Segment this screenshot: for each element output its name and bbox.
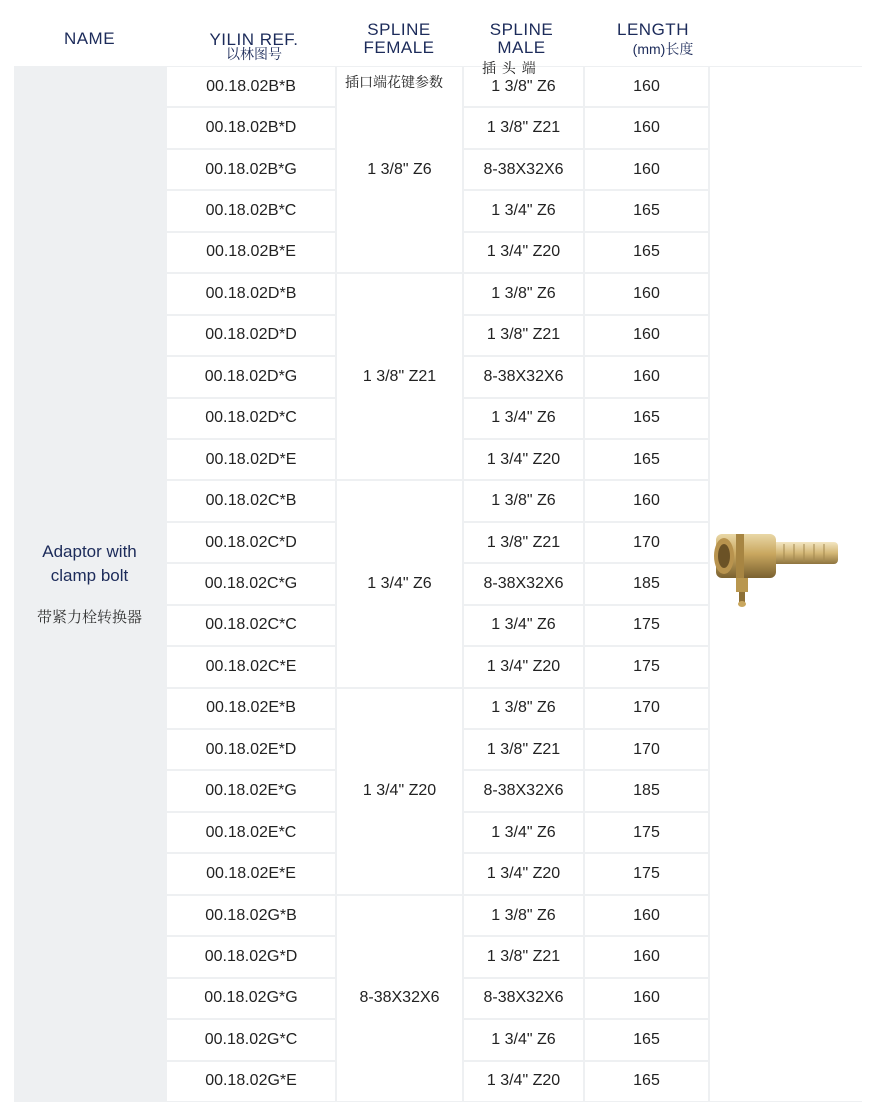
ref-cell: 00.18.02G*C [167,1020,335,1059]
length-cell: 165 [585,191,708,230]
ref-cell: 00.18.02D*C [167,399,335,438]
male-spline-cell: 1 3/4" Z6 [464,399,583,438]
male-spline-cell: 1 3/8" Z21 [464,937,583,976]
length-cell: 160 [585,316,708,355]
male-spline-cell: 1 3/4" Z6 [464,191,583,230]
header-name-label: NAME [63,29,116,48]
ref-cell: 00.18.02B*G [167,150,335,189]
male-spline-cell: 8-38X32X6 [464,979,583,1018]
ref-cell: 00.18.02D*D [167,316,335,355]
ref-cell: 00.18.02E*B [167,689,335,728]
header-ref-cn: 以林图号 [226,46,282,62]
length-cell: 170 [585,689,708,728]
male-spline-cell: 1 3/8" Z21 [464,730,583,769]
ref-cell: 00.18.02G*B [167,896,335,935]
length-cell: 175 [585,647,708,686]
male-spline-cell: 1 3/4" Z20 [464,854,583,893]
header-name [14,14,165,66]
length-cell: 175 [585,606,708,645]
length-cell: 165 [585,1062,708,1101]
ref-cell: 00.18.02B*B [167,67,335,106]
male-spline-cell: 1 3/8" Z6 [464,896,583,935]
ref-cell: 00.18.02D*B [167,274,335,313]
length-cell: 160 [585,108,708,147]
length-cell: 175 [585,854,708,893]
length-cell: 175 [585,813,708,852]
ref-cell: 00.18.02D*E [167,440,335,479]
female-spline-cell: 1 3/4" Z20 [337,689,462,894]
male-spline-cell: 1 3/4" Z6 [464,1020,583,1059]
header-female-line1: SPLINE [367,20,431,39]
ref-cell: 00.18.02C*E [167,647,335,686]
header-female [339,14,459,66]
length-cell: 160 [585,274,708,313]
length-cell: 160 [585,481,708,520]
male-spline-cell: 1 3/8" Z6 [464,481,583,520]
male-spline-cell: 1 3/8" Z21 [464,523,583,562]
male-spline-cell: 1 3/8" Z6 [464,689,583,728]
female-cn-hint: 插口端花键参数 [345,74,443,90]
length-cell: 160 [585,67,708,106]
ref-cell: 00.18.02C*G [167,564,335,603]
ref-cell: 00.18.02C*D [167,523,335,562]
adaptor-product-image [710,522,846,618]
male-spline-cell: 8-38X32X6 [464,150,583,189]
header-ref [169,14,339,66]
length-cell: 165 [585,440,708,479]
length-cell: 165 [585,399,708,438]
ref-cell: 00.18.02G*G [167,979,335,1018]
length-cell: 160 [585,357,708,396]
ref-cell: 00.18.02G*E [167,1062,335,1101]
length-cell: 165 [585,233,708,272]
ref-cell: 00.18.02C*B [167,481,335,520]
header-length-unit: (mm)长度 [632,41,694,57]
header-female-line2: FEMALE [363,38,435,57]
length-cell: 170 [585,523,708,562]
male-spline-cell: 8-38X32X6 [464,357,583,396]
product-name-cn: 带紧力栓转换器 [36,609,142,626]
header-male-line1: SPLINE [489,20,554,39]
ref-cell: 00.18.02C*C [167,606,335,645]
ref-cell: 00.18.02B*D [167,108,335,147]
female-spline-cell: 1 3/8" Z6 [337,67,462,272]
female-spline-cell: 1 3/4" Z6 [337,481,462,686]
length-cell: 160 [585,937,708,976]
length-cell: 160 [585,896,708,935]
male-spline-cell: 8-38X32X6 [464,771,583,810]
ref-cell: 00.18.02E*D [167,730,335,769]
male-cn-hint: 插 头 端 [482,60,537,76]
length-cell: 160 [585,979,708,1018]
length-cell: 165 [585,1020,708,1059]
ref-cell: 00.18.02D*G [167,357,335,396]
male-spline-cell: 1 3/4" Z20 [464,647,583,686]
male-spline-cell: 1 3/8" Z21 [464,108,583,147]
header-length [588,14,718,66]
header-ref-en: YILIN REF. [209,30,299,49]
product-name-en: Adaptor with clamp bolt [42,542,137,585]
male-spline-cell: 1 3/4" Z6 [464,606,583,645]
male-spline-cell: 1 3/8" Z6 [464,67,583,106]
female-spline-cell: 1 3/8" Z21 [337,274,462,479]
ref-cell: 00.18.02G*D [167,937,335,976]
male-spline-cell: 1 3/4" Z20 [464,1062,583,1101]
ref-cell: 00.18.02B*C [167,191,335,230]
male-spline-cell: 1 3/8" Z6 [464,274,583,313]
length-cell: 160 [585,150,708,189]
male-spline-cell: 8-38X32X6 [464,564,583,603]
ref-cell: 00.18.02E*G [167,771,335,810]
header-male-line2: MALE [497,38,546,57]
male-spline-cell: 1 3/8" Z21 [464,316,583,355]
male-spline-cell: 1 3/4" Z20 [464,440,583,479]
male-spline-cell: 1 3/4" Z20 [464,233,583,272]
ref-cell: 00.18.02E*E [167,854,335,893]
length-cell: 185 [585,771,708,810]
ref-cell: 00.18.02B*E [167,233,335,272]
table-header [14,14,862,66]
ref-cell: 00.18.02E*C [167,813,335,852]
female-spline-cell: 8-38X32X6 [337,896,462,1101]
length-cell: 170 [585,730,708,769]
length-cell: 185 [585,564,708,603]
male-spline-cell: 1 3/4" Z6 [464,813,583,852]
header-length-en: LENGTH [617,20,689,39]
name-column [14,66,165,1102]
